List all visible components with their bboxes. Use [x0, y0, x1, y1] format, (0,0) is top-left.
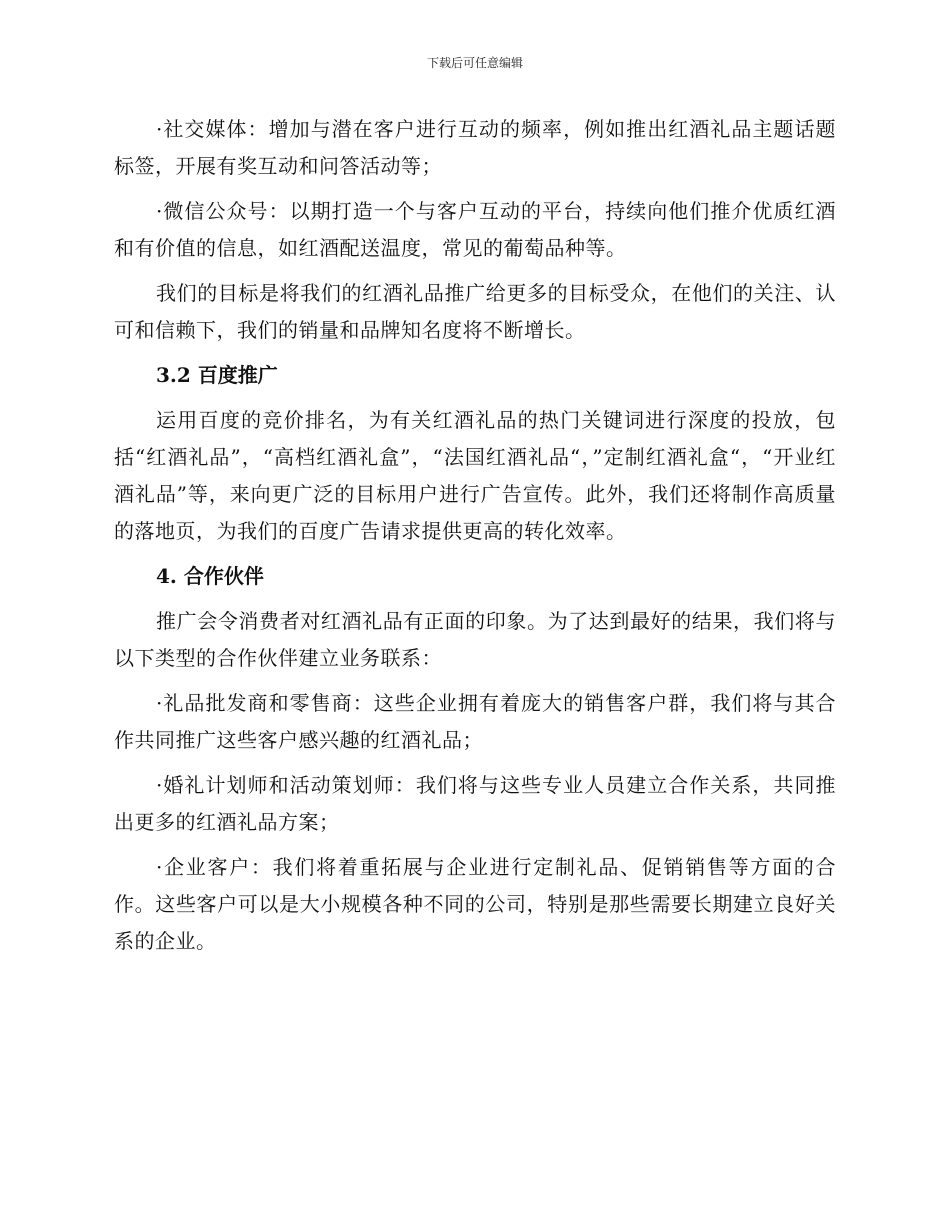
paragraph-wholesalers: ·礼品批发商和零售商：这些企业拥有着庞大的销售客户群，我们将与其合作共同推广这些客户感兴趣的红酒礼品； — [114, 691, 836, 752]
paragraph-wedding-planners: ·婚礼计划师和活动策划师：我们将与这些专业人员建立合作关系，共同推出更多的红酒礼品方案； — [114, 773, 836, 834]
paragraph-corporate-clients: ·企业客户：我们将着重拓展与企业进行定制礼品、促销销售等方面的合作。这些客户可以是大小规模各种不同的公司，特别是那些需要长期建立良好关系的企业。 — [114, 855, 836, 953]
header-note: 下载后可任意编辑 — [426, 56, 523, 70]
document-body — [114, 111, 836, 968]
paragraph-goal: 我们的目标是将我们的红酒礼品推广给更多的目标受众，在他们的关注、认可和信赖下，我们的销量和品牌知名度将不断增长。 — [114, 281, 836, 342]
paragraph-social-media: ·社交媒体：增加与潜在客户进行互动的频率，例如推出红酒礼品主题话题标签，开展有奖互动和问答活动等； — [114, 117, 836, 178]
paragraph-baidu: 运用百度的竞价排名，为有关红酒礼品的热门关键词进行深度的投放，包括“红酒礼品”，“高档红酒礼盒”，“法国红酒礼品“，”定制红酒礼盒“，“开业红酒礼品”等，来向更广泛的目标用户进行广告宣传。此外，我们还将制作高质量的落地页，为我们的百度广告请求提供更高的转化效率。 — [114, 408, 836, 543]
paragraph-partners-intro: 推广会令消费者对红酒礼品有正面的印象。为了达到最好的结果，我们将与以下类型的合作伙伴建立业务联系： — [114, 609, 836, 670]
section-heading-partners: 4. 合作伙伴 — [156, 564, 264, 588]
paragraph-wechat: ·微信公众号：以期打造一个与客户互动的平台，持续向他们推介优质红酒和有价值的信息，如红酒配送温度，常见的葡萄品种等。 — [114, 199, 836, 260]
section-heading-baidu: 3.2 百度推广 — [156, 363, 278, 387]
